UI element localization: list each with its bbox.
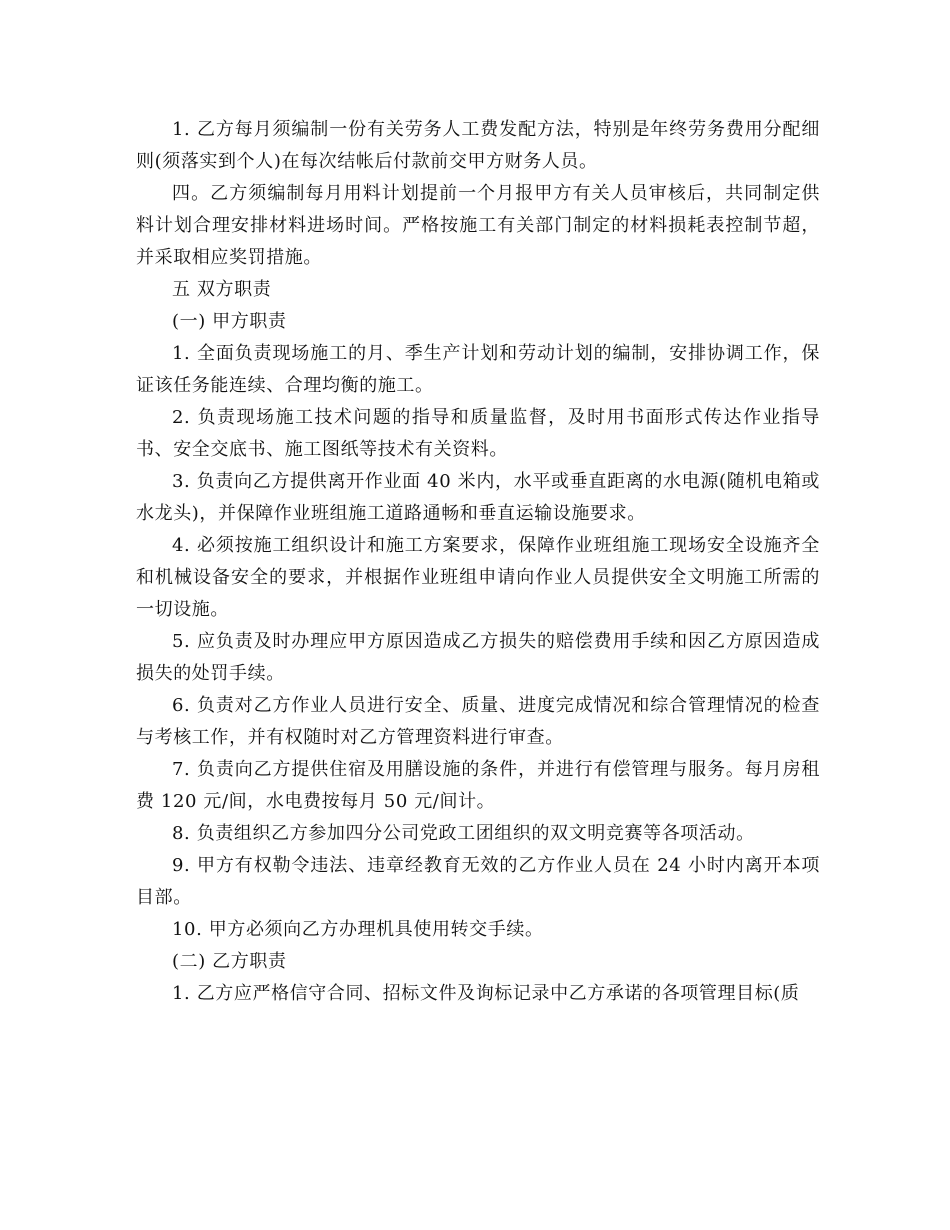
- section-heading-duties: 五 双方职责: [172, 279, 272, 300]
- paragraph-a-duty-2: 2. 负责现场施工技术问题的指导和质量监督，及时用书面形式传达作业指导书、安全交底书、施工图纸等技术有关资料。: [136, 407, 820, 460]
- subsection-heading-party-a: (一) 甲方职责: [172, 311, 287, 332]
- paragraph-a-duty-8: 8. 负责组织乙方参加四分公司党政工团组织的双文明竞赛等各项活动。: [172, 823, 755, 844]
- paragraph-a-duty-5: 5. 应负责及时办理应甲方原因造成乙方损失的赔偿费用手续和因乙方原因造成损失的处罚手续。: [136, 631, 820, 684]
- paragraph-b-duty-1: 1. 乙方应严格信守合同、招标文件及询标记录中乙方承诺的各项管理目标(质: [172, 983, 800, 1004]
- paragraph-a-duty-3: 3. 负责向乙方提供离开作业面 40 米内，水平或垂直距离的水电源(随机电箱或水龙头)，并保障作业班组施工道路通畅和垂直运输设施要求。: [136, 471, 820, 524]
- paragraph-material-plan: 四。乙方须编制每月用料计划提前一个月报甲方有关人员审核后，共同制定供料计划合理安排材料进场时间。严格按施工有关部门制定的材料损耗表控制节超，并采取相应奖罚措施。: [136, 183, 820, 268]
- paragraph-a-duty-10: 10. 甲方必须向乙方办理机具使用转交手续。: [172, 919, 544, 940]
- subsection-heading-party-b: (二) 乙方职责: [172, 951, 287, 972]
- paragraph-a-duty-4: 4. 必须按施工组织设计和施工方案要求，保障作业班组施工现场安全设施齐全和机械设备安全的要求，并根据作业班组申请向作业人员提供安全文明施工所需的一切设施。: [136, 535, 820, 620]
- paragraph-a-duty-1: 1. 全面负责现场施工的月、季生产计划和劳动计划的编制，安排协调工作，保证该任务能连续、合理均衡的施工。: [136, 343, 820, 396]
- paragraph-a-duty-9: 9. 甲方有权勒令违法、违章经教育无效的乙方作业人员在 24 小时内离开本项目部。: [136, 855, 820, 908]
- document-body: [136, 114, 820, 1010]
- paragraph-labor-fee-rules: 1. 乙方每月须编制一份有关劳务人工费发配方法，特别是年终劳务费用分配细则(须落实到个人)在每次结帐后付款前交甲方财务人员。: [136, 119, 820, 172]
- paragraph-a-duty-7: 7. 负责向乙方提供住宿及用膳设施的条件，并进行有偿管理与服务。每月房租费 120 元/间，水电费按每月 50 元/间计。: [136, 759, 820, 812]
- paragraph-a-duty-6: 6. 负责对乙方作业人员进行安全、质量、进度完成情况和综合管理情况的检查与考核工作，并有权随时对乙方管理资料进行审查。: [136, 695, 820, 748]
